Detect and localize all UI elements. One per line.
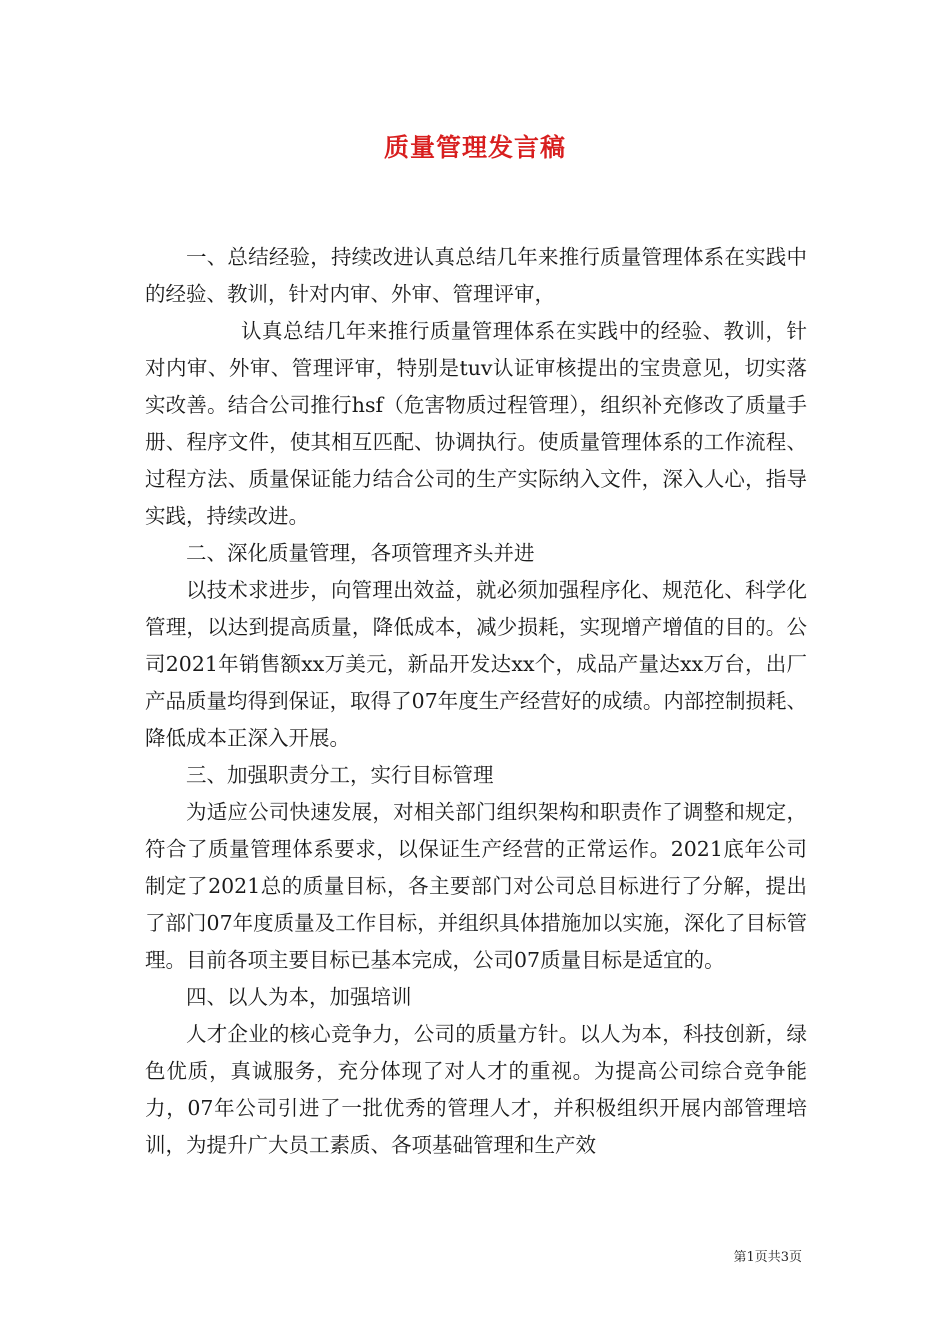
paragraph-section-3-heading: 三、加强职责分工，实行目标管理 [186, 763, 494, 787]
document-body [145, 239, 807, 1164]
page-title: 质量管理发言稿 [383, 133, 566, 162]
paragraph-section-3-body: 为适应公司快速发展，对相关部门组织架构和职责作了调整和规定，符合了质量管理体系要求，以保证生产经营的正常运作。2021底年公司制定了2021总的质量目标，各主要部门对公司总目标进行了分解，提出了部门07年度质量及工作目标，并组织具体措施加以实施，深化了目标管理。目前各项主要目标已基本完成，公司07质量目标是适宜的。 [145, 800, 807, 972]
paragraph-section-4-heading: 四、以人为本，加强培训 [186, 985, 412, 1009]
paragraph-section-2-body: 以技术求进步，向管理出效益，就必须加强程序化、规范化、科学化管理，以达到提高质量，降低成本，减少损耗，实现增产增值的目的。公司2021年销售额xx万美元，新品开发达xx个，成品产量达xx万台，出厂产品质量均得到保证，取得了07年度生产经营好的成绩。内部控制损耗、降低成本正深入开展。 [145, 578, 807, 750]
paragraph-section-1-heading: 一、总结经验，持续改进认真总结几年来推行质量管理体系在实践中的经验、教训，针对内审、外审、管理评审， [145, 245, 807, 306]
paragraph-section-1-body: 认真总结几年来推行质量管理体系在实践中的经验、教训，针对内审、外审、管理评审，特别是tuv认证审核提出的宝贵意见，切实落实改善。结合公司推行hsf（危害物质过程管理），组织补充修改了质量手册、程序文件，使其相互匹配、协调执行。使质量管理体系的工作流程、过程方法、质量保证能力结合公司的生产实际纳入文件，深入人心，指导实践，持续改进。 [145, 319, 807, 528]
page-number-footer: 第1页共3页 [733, 1250, 802, 1265]
paragraph-section-2-heading: 二、深化质量管理，各项管理齐头并进 [186, 541, 535, 565]
paragraph-section-4-body: 人才企业的核心竞争力，公司的质量方针。以人为本，科技创新，绿色优质，真诚服务，充分体现了对人才的重视。为提高公司综合竞争能力，07年公司引进了一批优秀的管理人才，并积极组织开展内部管理培训，为提升广大员工素质、各项基础管理和生产效 [145, 1022, 807, 1157]
